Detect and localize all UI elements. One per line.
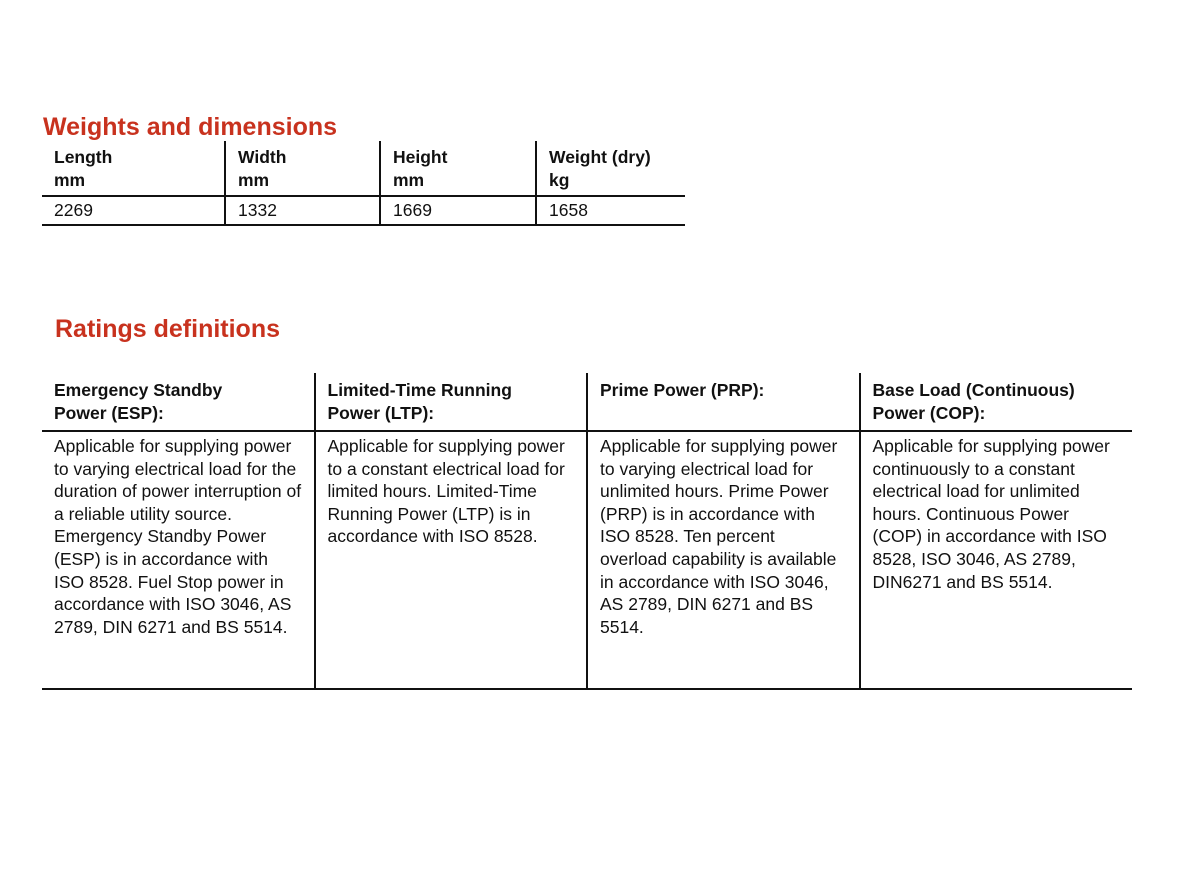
column-header-ltp: Limited-Time Running Power (LTP):: [315, 373, 588, 431]
table-row: [42, 196, 685, 225]
height-value: 1669: [380, 196, 536, 225]
width-value: 1332: [225, 196, 380, 225]
column-header-esp: Emergency Standby Power (ESP):: [42, 373, 315, 431]
weights-dimensions-title: Weights and dimensions: [43, 113, 338, 141]
column-header-height: Height mm: [380, 141, 536, 196]
cop-definition: Applicable for supplying power continuously to a constant electrical load for unlimited hours. Continuous Power (COP) in accordance with ISO 8528, ISO 3046, AS 2789, DIN6271 and BS 5514.: [860, 431, 1133, 689]
ltp-definition: Applicable for supplying power to a constant electrical load for limited hours. Limited-Time Running Power (LTP) is in accordance with ISO 8528.: [315, 431, 588, 689]
length-value: 2269: [42, 196, 225, 225]
column-header-weight: Weight (dry) kg: [536, 141, 685, 196]
ratings-definitions-table: [42, 373, 1132, 690]
esp-definition: Applicable for supplying power to varying electrical load for the duration of power interruption of a reliable utility source. Emergency Standby Power (ESP) is in accordance with ISO 8528. Fuel Stop power in accordance with ISO 3046, AS 2789, DIN 6271 and BS 5514.: [42, 431, 315, 689]
table-header-row: [42, 373, 1132, 431]
column-header-cop: Base Load (Continuous) Power (COP):: [860, 373, 1133, 431]
weights-dimensions-table: [42, 141, 685, 226]
weight-value: 1658: [536, 196, 685, 225]
table-header-row: [42, 141, 685, 196]
column-header-width: Width mm: [225, 141, 380, 196]
column-header-prp: Prime Power (PRP):: [587, 373, 860, 431]
ratings-definitions-title: Ratings definitions: [55, 315, 280, 343]
column-header-length: Length mm: [42, 141, 225, 196]
table-row: [42, 431, 1132, 689]
prp-definition: Applicable for supplying power to varying electrical load for unlimited hours. Prime Power (PRP) is in accordance with ISO 8528. Ten percent overload capability is available in accordance with ISO 3046, AS 2789, DIN 6271 and BS 5514.: [587, 431, 860, 689]
